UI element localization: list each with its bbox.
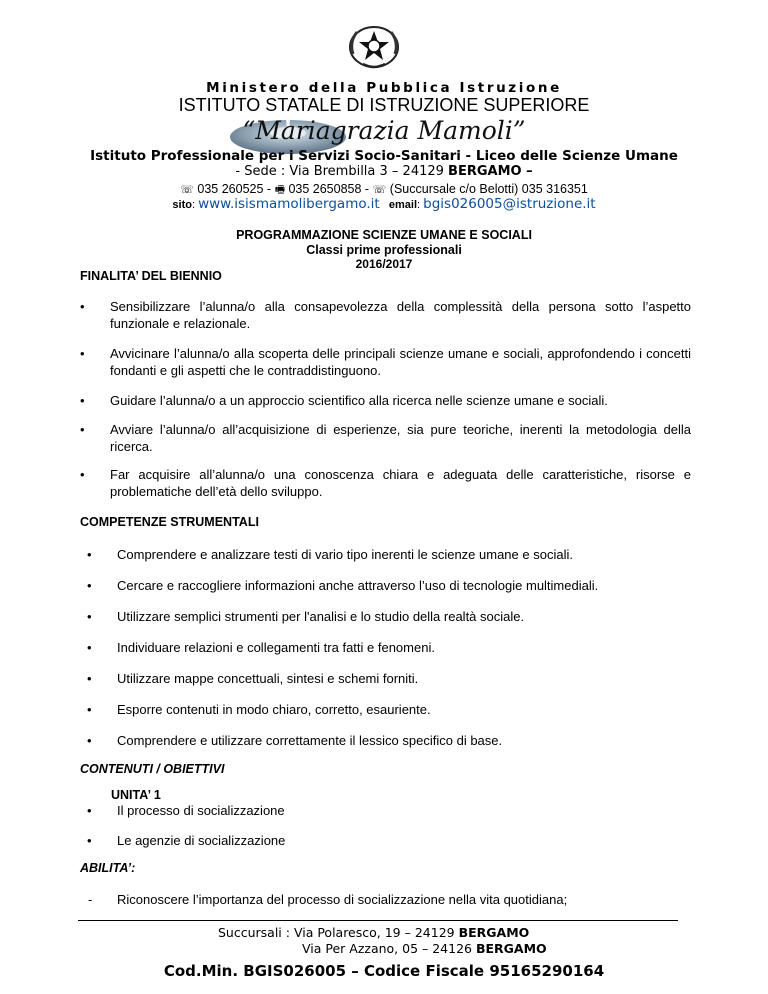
list-item: • Avviare l’alunna/o all’acquisizione di esperienze, sia pure teoriche, inerenti la metodologia della ricerca.: [80, 422, 691, 454]
list-item: • Il processo di socializzazione: [87, 803, 285, 818]
list-item: • Cercare e raccogliere informazioni anche attraverso l’uso di tecnologie multimediali.: [87, 578, 599, 593]
section-heading-competenze: COMPETENZE STRUMENTALI: [80, 515, 259, 529]
phone-icon: ☏: [372, 184, 387, 196]
list-item: • Esporre contenuti in modo chiaro, corretto, esauriente.: [87, 702, 431, 717]
document-year: 2016/2017: [355, 257, 413, 271]
bullet-icon: •: [87, 671, 92, 686]
document-classes: Classi prime professionali: [306, 243, 462, 257]
dash-icon: -: [88, 892, 93, 907]
list-item: • Le agenzie di socializzazione: [87, 833, 286, 848]
footer-codes: Cod.Min. BGIS026005 – Codice Fiscale 95165290164: [163, 962, 605, 980]
fax-icon: 🖷: [274, 184, 285, 196]
list-item: • Comprendere e utilizzare correttamente il lessico specifico di base.: [87, 733, 503, 748]
section-heading-abilita: ABILITA’:: [80, 861, 136, 875]
phone-number: 035 260525 -: [197, 182, 275, 196]
site-label: sito: [172, 199, 192, 211]
document-title: PROGRAMMAZIONE SCIENZE UMANE E SOCIALI: [236, 228, 532, 242]
bullet-icon: •: [87, 833, 92, 848]
email-link[interactable]: bgis026005@istruzione.it: [423, 196, 596, 212]
succursale-phone: (Succursale c/o Belotti) 035 316351: [389, 182, 588, 196]
bullet-icon: •: [87, 578, 92, 593]
list-item: • Individuare relazioni e collegamenti tra fatti e fenomeni.: [87, 640, 435, 655]
list-item: • Guidare l’alunna/o a un approccio scientifico alla ricerca nelle scienze umane e sociali.: [80, 393, 608, 408]
section-heading-finalita: FINALITA’ DEL BIENNIO: [80, 269, 222, 283]
list-item: • Utilizzare mappe concettuali, sintesi e schemi forniti.: [87, 671, 419, 686]
footer-succursali: Succursali : Via Polaresco, 19 – 24129 BERGAMO: [218, 925, 530, 940]
main-address: [0, 164, 768, 179]
list-item: • Avvicinare l’alunna/o alla scoperta delle principali scienze umane e sociali, approfondendo i concetti fondanti e gli aspetti che le contraddistinguono.: [80, 346, 691, 378]
fax-number: 035 2650858 -: [288, 182, 373, 196]
bullet-icon: •: [87, 803, 92, 818]
section-heading-contenuti: CONTENUTI / OBIETTIVI: [80, 762, 225, 776]
bullet-icon: •: [87, 640, 92, 655]
list-item: • Utilizzare semplici strumenti per l'analisi e lo studio della realtà sociale.: [87, 609, 525, 624]
school-subtitle: Istituto Professionale per i Servizi Socio-Sanitari - Liceo delle Scienze Umane: [90, 148, 678, 164]
institute-type: ISTITUTO STATALE DI ISTRUZIONE SUPERIORE: [178, 95, 590, 115]
bullet-icon: •: [87, 547, 92, 562]
footer-succursali-2: Via Per Azzano, 05 – 24126 BERGAMO: [302, 941, 547, 956]
school-name: “Mariagrazia Mamoli”: [242, 116, 526, 145]
bullet-icon: •: [80, 299, 85, 314]
bullet-icon: •: [80, 467, 85, 482]
email-label: email: [388, 199, 418, 211]
bullet-icon: •: [80, 346, 85, 361]
site-link[interactable]: www.isismamolibergamo.it: [198, 196, 380, 212]
footer-divider: [78, 920, 678, 921]
list-item: • Sensibilizzare l’alunna/o alla consapevolezza della complessità della persona sotto l’aspetto funzionale e relazionale.: [80, 299, 691, 331]
contact-line: sito: www.isismamolibergamo.it email: bgis026005@istruzione.it: [172, 196, 596, 212]
list-item: • Far acquisire all’alunna/o una conoscenza chiara e adeguata delle caratteristiche, risorse e problematiche dell’età dello sviluppo.: [80, 467, 691, 499]
unit-title: UNITA’ 1: [111, 788, 161, 802]
list-item: - Riconoscere l’importanza del processo di socializzazione nella vita quotidiana;: [88, 892, 568, 907]
list-item: • Comprendere e analizzare testi di vario tipo inerenti le scienze umane e sociali.: [87, 547, 573, 562]
address-text: - Sede : Via Brembilla 3 – 24129: [235, 164, 449, 179]
bullet-icon: •: [87, 609, 92, 624]
bullet-icon: •: [87, 702, 92, 717]
address-city: BERGAMO –: [448, 164, 533, 179]
bullet-icon: •: [80, 393, 85, 408]
republic-emblem-icon: [345, 24, 403, 70]
bullet-icon: •: [87, 733, 92, 748]
phone-icon: ☏: [180, 184, 194, 196]
ministry-name: Ministero della Pubblica Istruzione: [206, 80, 562, 96]
bullet-icon: •: [80, 422, 85, 437]
